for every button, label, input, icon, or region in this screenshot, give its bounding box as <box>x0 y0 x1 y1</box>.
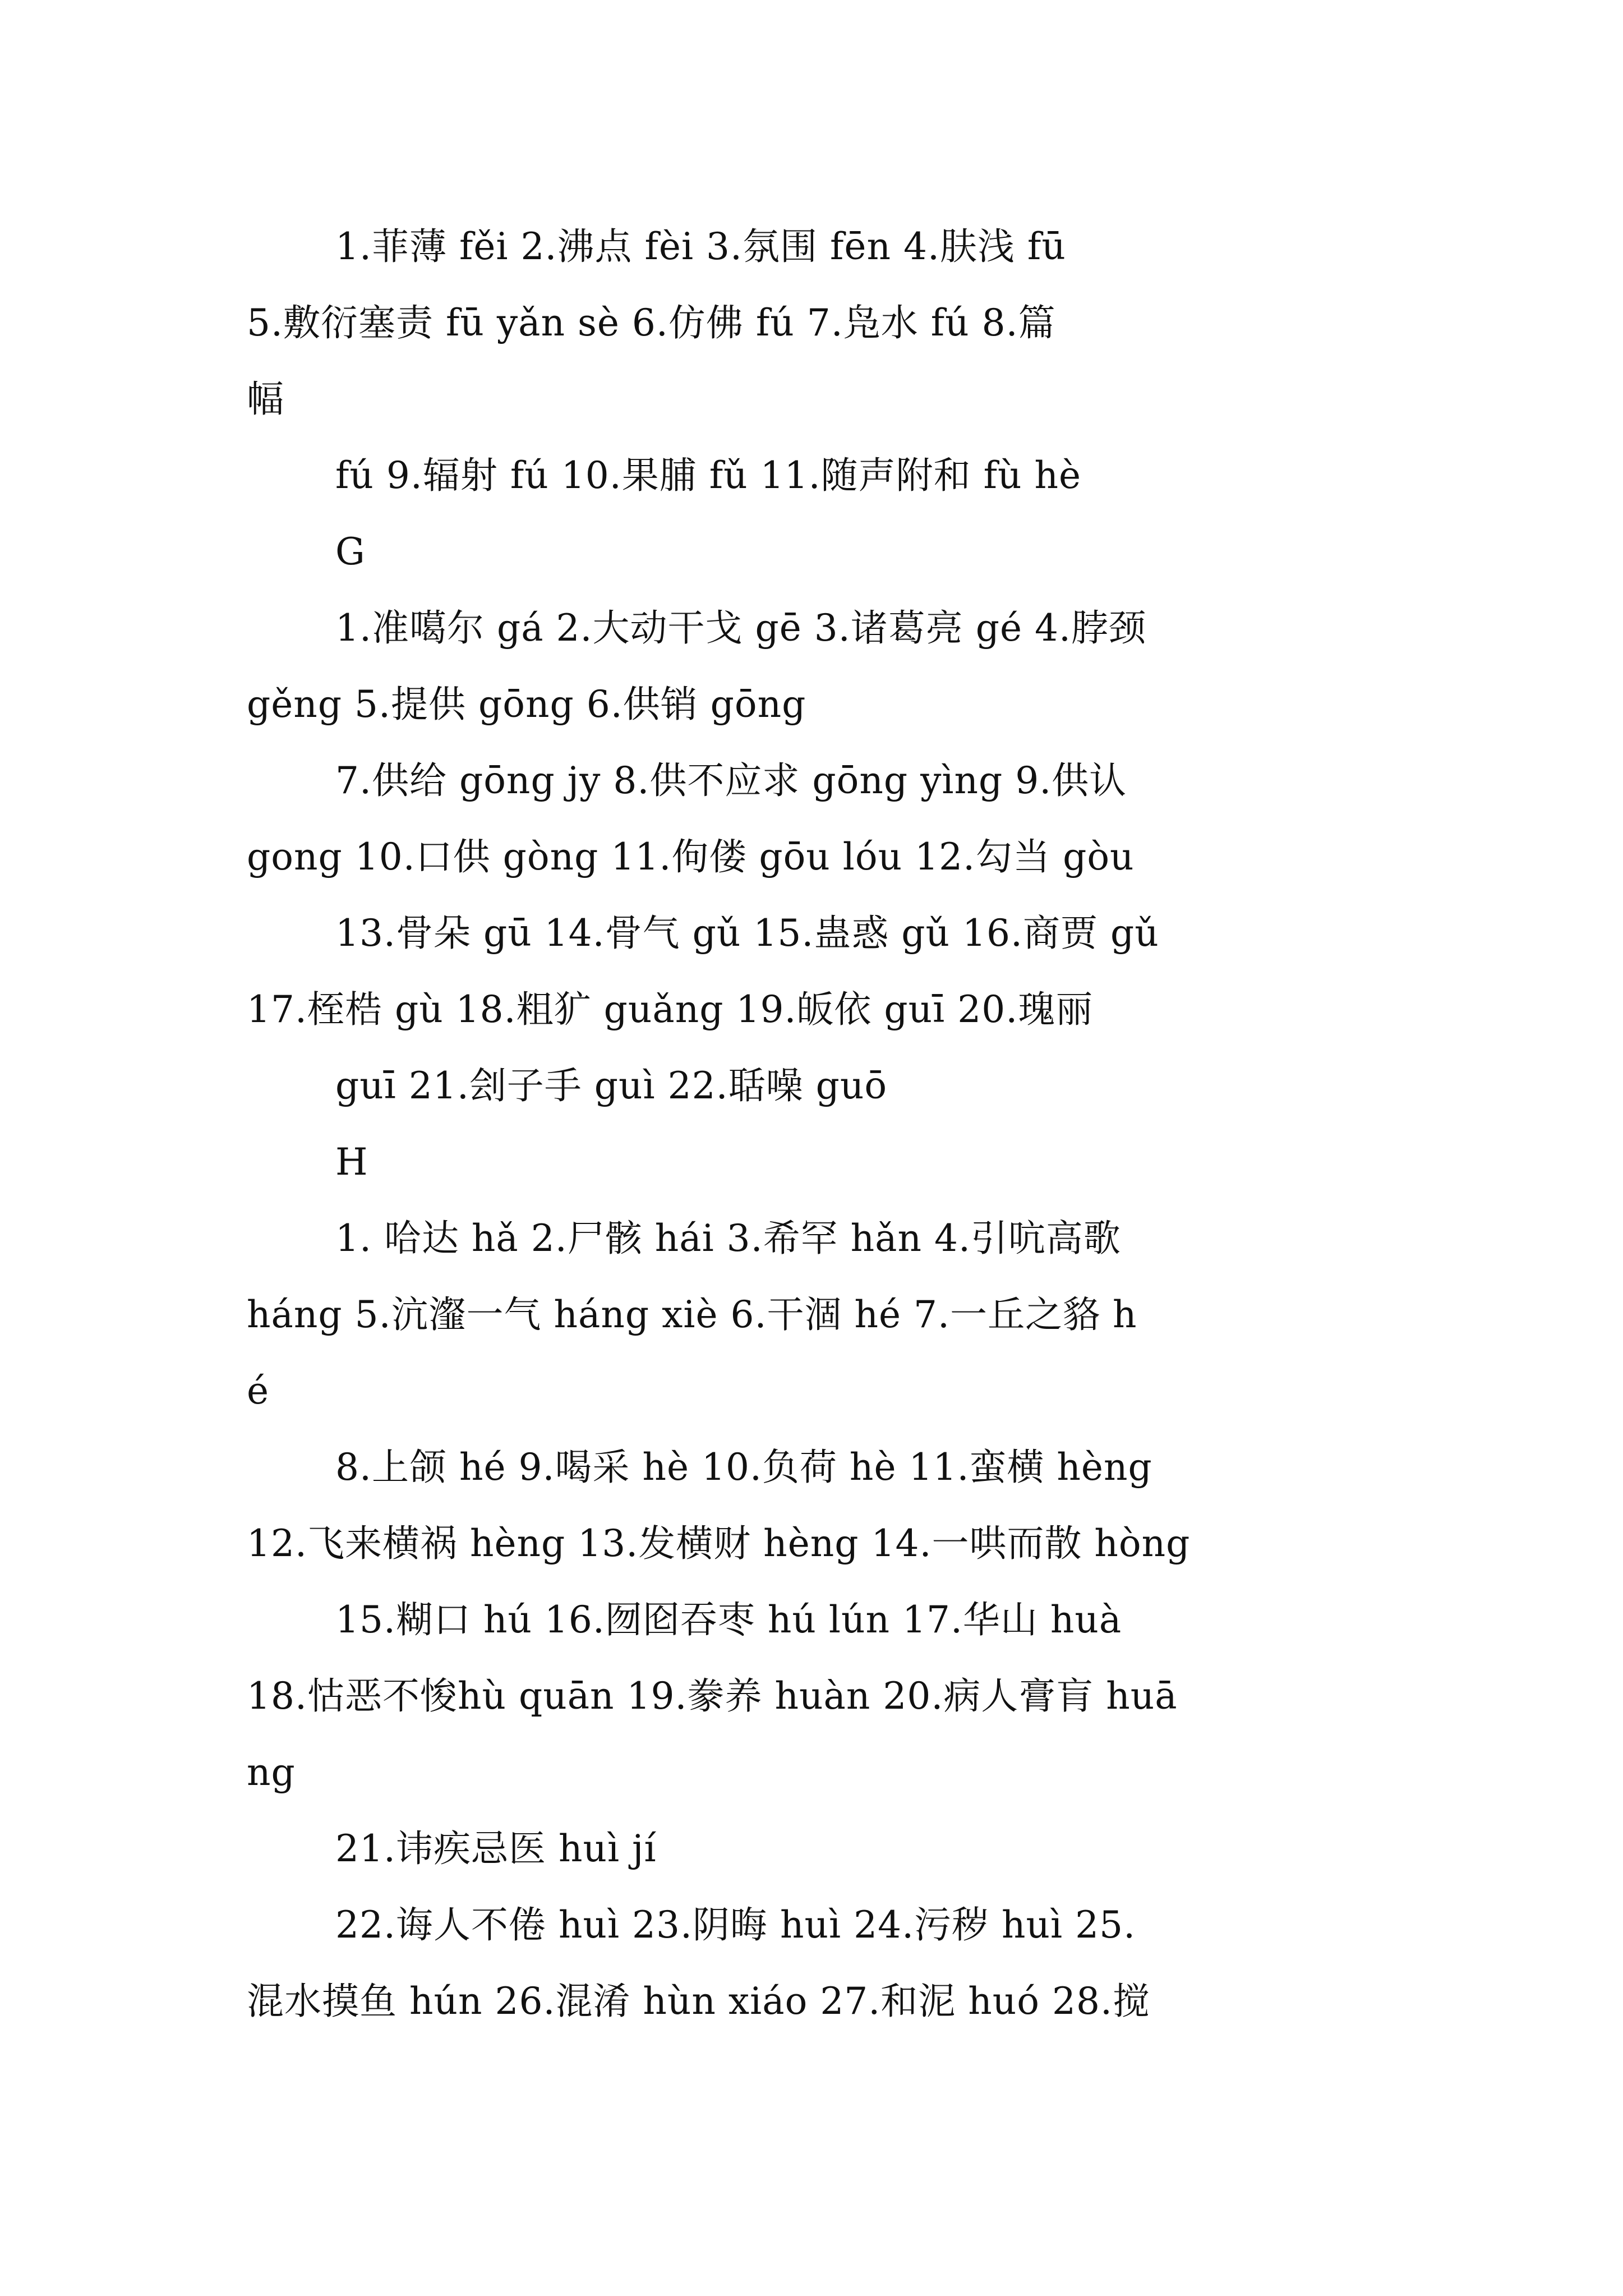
text-line-h11: 混水摸鱼 hún 26.混淆 hùn xiáo 27.和泥 huó 28.搅 <box>247 1980 1150 2023</box>
text-line-h4: 8.上颌 hé 9.喝采 hè 10.负荷 hè 11.蛮横 hèng <box>335 1446 1152 1489</box>
text-line-h5: 12.飞来横祸 hèng 13.发横财 hèng 14.一哄而散 hòng <box>247 1522 1191 1565</box>
text-line-f1: 1.菲薄 fěi 2.沸点 fèi 3.氛围 fēn 4.肤浅 fū <box>335 225 1066 268</box>
text-line-h8: ng <box>247 1751 296 1794</box>
text-line-g3: 7.供给 gōng jy 8.供不应求 gōng yìng 9.供认 <box>335 759 1127 802</box>
text-line-h2: háng 5.沆瀣一气 háng xiè 6.干涸 hé 7.一丘之貉 h <box>247 1293 1137 1336</box>
text-line-g1: 1.准噶尔 gá 2.大动干戈 gē 3.诸葛亮 gé 4.脖颈 <box>335 606 1146 650</box>
text-line-f3: 幅 <box>247 378 284 421</box>
text-line-g5: 13.骨朵 gū 14.骨气 gǔ 15.蛊惑 gǔ 16.商贾 gǔ <box>335 912 1159 955</box>
section-heading-h: H <box>335 1140 368 1184</box>
text-line-h9: 21.讳疾忌医 huì jí <box>335 1827 657 1870</box>
text-line-f2: 5.敷衍塞责 fū yǎn sè 6.仿佛 fú 7.凫水 fú 8.篇 <box>247 301 1056 344</box>
text-line-f4: fú 9.辐射 fú 10.果脯 fǔ 11.随声附和 fù hè <box>335 454 1082 497</box>
text-line-h1: 1. 哈达 hǎ 2.尸骸 hái 3.希罕 hǎn 4.引吭高歌 <box>335 1217 1121 1260</box>
text-line-h10: 22.诲人不倦 huì 23.阴晦 huì 24.污秽 huì 25. <box>335 1903 1136 1947</box>
text-line-g4: gong 10.口供 gòng 11.佝偻 gōu lóu 12.勾当 gòu <box>247 835 1135 878</box>
text-line-g6: 17.桎梏 gù 18.粗犷 guǎng 19.皈依 guī 20.瑰丽 <box>247 988 1094 1031</box>
text-line-g2: gěng 5.提供 gōng 6.供销 gōng <box>247 683 806 726</box>
text-line-h3: é <box>247 1369 270 1412</box>
text-line-g7: guī 21.刽子手 guì 22.聒噪 guō <box>335 1064 888 1107</box>
section-heading-g: G <box>335 530 366 573</box>
text-line-h7: 18.怙恶不悛hù quān 19.豢养 huàn 20.病人膏肓 huā <box>247 1674 1178 1718</box>
text-line-h6: 15.糊口 hú 16.囫囵吞枣 hú lún 17.华山 huà <box>335 1598 1122 1641</box>
